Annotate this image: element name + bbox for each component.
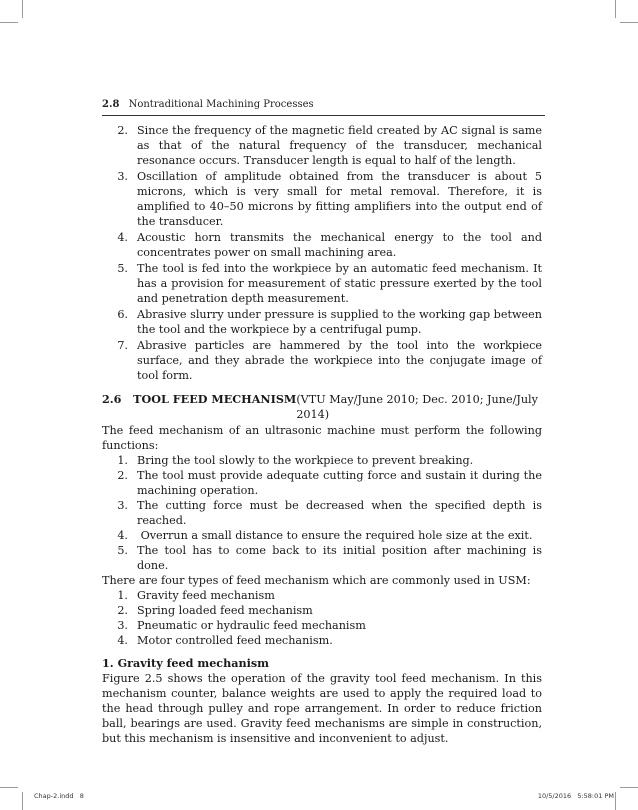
process-steps-list [102,123,542,383]
item-number: 3. [117,499,128,512]
list-item [102,588,542,603]
item-number: 3. [117,619,128,632]
list-item [102,338,542,383]
running-title: Nontraditional Machining Processes [128,99,314,110]
subsection-heading: 1. Gravity feed mechanism [102,656,270,670]
crop-mark [22,792,23,810]
crop-mark [615,0,616,18]
item-number: 5. [117,262,128,275]
running-header [102,99,545,110]
section-intro: The feed mechanism of an ultrasonic machine must perform the following functions: [102,424,542,452]
feed-types-list [102,588,542,648]
list-item [102,528,542,543]
item-number: 4. [117,634,128,647]
list-item [102,543,542,573]
item-number: 2. [117,469,128,482]
list-item [102,307,542,337]
item-text: Spring loaded feed mechanism [137,604,313,617]
list-item [102,261,542,306]
item-text: The tool must provide adequate cutting force and sustain it during the machining operation. [137,469,542,497]
list-item [102,618,542,633]
list-item [102,123,542,168]
item-number: 1. [117,589,128,602]
list-item [102,230,542,260]
item-text: Bring the tool slowly to the workpiece to prevent breaking. [137,454,474,467]
item-number: 6. [117,308,128,321]
item-text: Pneumatic or hydraulic feed mechanism [137,619,366,632]
item-number: 4. [117,231,128,244]
section-title: 2.6 TOOL FEED MECHANISM [102,392,297,406]
feed-functions-list [102,453,542,573]
item-text: Abrasive slurry under pressure is supplied to the working gap between the tool and the workpiece by a centrifugal pump. [137,308,542,336]
item-text: The cutting force must be decreased when the specified depth is reached. [137,499,542,527]
item-number: 4. [117,529,128,542]
list-item [102,633,542,648]
types-intro: There are four types of feed mechanism which are commonly used in USM: [102,574,531,587]
item-number: 2. [117,124,128,137]
page-body [102,123,542,746]
item-number: 1. [117,454,128,467]
subsection-paragraph: Figure 2.5 shows the operation of the gravity tool feed mechanism. In this mechanism counter, balance weights are used to apply the required load to the head through pulley and rope arrangement. In order to reduce friction ball, bearings are used. Gravity feed mechanisms are simple in construction, but this mechanism is insensitive and inconvenient to adjust. [102,672,542,745]
footer-file: Chap-2.indd 8 [34,792,84,800]
list-item [102,169,542,229]
list-item [102,468,542,498]
crop-mark [0,22,18,23]
item-number: 3. [117,170,128,183]
crop-mark [0,787,18,788]
crop-mark [620,22,638,23]
crop-mark [615,792,616,810]
list-item [102,603,542,618]
item-number: 7. [117,339,128,352]
section-heading [102,392,542,422]
section-reference: (VTU May/June 2010; Dec. 2010; June/July 2014) [296,393,538,421]
crop-mark [22,0,23,18]
item-text: Oscillation of amplitude obtained from the transducer is about 5 microns, which is very small for metal removal. Therefore, it is amplified to 40–50 microns by fitting amplifiers into the output end of the transducer. [137,170,542,228]
header-rule [102,115,545,116]
page-number: 2.8 [102,99,120,110]
item-text: Overrun a small distance to ensure the required hole size at the exit. [137,529,533,542]
item-number: 2. [117,604,128,617]
item-number: 5. [117,544,128,557]
item-text: Acoustic horn transmits the mechanical energy to the tool and concentrates power on small machining area. [137,231,542,259]
crop-mark [620,787,638,788]
list-item [102,453,542,468]
item-text: Gravity feed mechanism [137,589,275,602]
list-item [102,498,542,528]
item-text: The tool is fed into the workpiece by an automatic feed mechanism. It has a provision for measurement of static pressure exerted by the tool and penetration depth measurement. [137,262,542,305]
item-text: The tool has to come back to its initial position after machining is done. [137,544,542,572]
item-text: Since the frequency of the magnetic field created by AC signal is same as that of the natural frequency of the transducer, mechanical resonance occurs. Transducer length is equal to half of the length. [137,124,542,167]
item-text: Motor controlled feed mechanism. [137,634,333,647]
footer-timestamp: 10/5/2016 5:58:01 PM [537,792,614,800]
item-text: Abrasive particles are hammered by the tool into the workpiece surface, and they abrade the workpiece into the conjugate image of tool form. [137,339,542,382]
